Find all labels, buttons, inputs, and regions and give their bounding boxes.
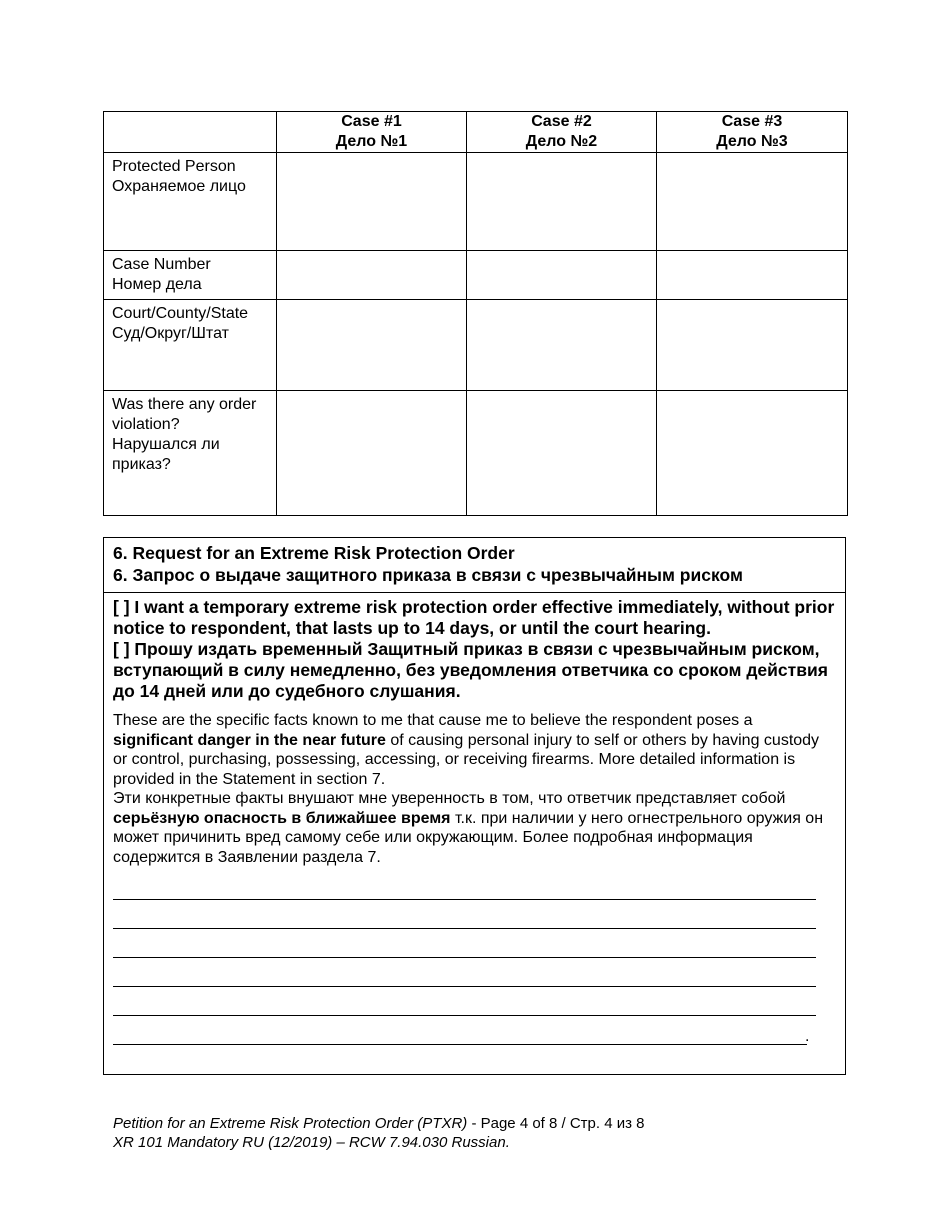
violation-case-2-input[interactable] [467,391,656,410]
row-label-ru: Охраняемое лицо [112,178,246,195]
row-label-ru: Номер дела [112,276,202,293]
row-label-protected-person [104,153,277,251]
page-footer [113,1114,645,1152]
protected-person-case-2-input[interactable] [467,153,656,172]
header-case-3-en: Case #3 [721,113,783,130]
header-case-1-en: Case #1 [341,113,402,130]
final-period: . [805,1028,810,1045]
footer-form-code: XR 101 Mandatory RU (12/2019) – RCW 7.94.030 Russian. [113,1134,510,1151]
row-label-ru: Нарушался ли приказ? [112,436,220,473]
header-case-2-en: Case #2 [531,113,592,130]
cell-protected-person-case-2[interactable] [467,153,657,251]
court-case-2-input[interactable] [467,300,656,319]
row-label-en: Protected Person [112,158,236,175]
cell-violation-case-1[interactable] [277,391,467,516]
row-label-en: Was there any order violation? [112,396,257,433]
header-case-1 [277,112,467,153]
header-case-1-ru: Дело №1 [335,133,408,150]
footer-line-2 [113,1133,645,1152]
table-row-court [104,300,848,391]
table-row-protected-person [104,153,848,251]
cell-case-number-case-2[interactable] [467,251,657,300]
footer-page-number: - Page 4 of 8 / Стр. 4 из 8 [471,1115,645,1132]
cell-protected-person-case-1[interactable] [277,153,467,251]
header-case-2 [467,112,657,153]
facts-line-6[interactable] [113,1018,810,1045]
cell-court-case-3[interactable] [657,300,848,391]
facts-en-2: of causing personal injury to self or others by having custody or control, purchasing, possessing, accessing, or receiving firearms. More detailed information is provided in the Statement in section 7. [113,731,820,788]
facts-ru-1: Эти конкретные факты внушают мне уверенность в том, что ответчик представляет собой [113,790,786,807]
row-label-en: Case Number [112,256,211,273]
prior-cases-table [103,111,848,516]
facts-paragraph [113,711,836,867]
violation-case-3-input[interactable] [657,391,847,410]
row-label-en: Court/County/State [112,305,249,322]
facts-en-bold: significant danger in the near future [113,731,386,749]
cell-protected-person-case-3[interactable] [657,153,848,251]
section-6-box [103,537,846,1075]
request-checkbox-ru[interactable]: [ ] [113,639,130,659]
facts-line-4[interactable] [113,960,816,987]
table-header-row [104,112,848,153]
violation-case-1-input[interactable] [277,391,466,410]
table-row-violation [104,391,848,516]
section-6-title-ru: 6. Запрос о выдаче защитного приказа в связи с чрезвычайным риском [113,565,743,585]
row-label-ru: Суд/Округ/Штат [112,325,229,342]
facts-ru-2: т.к. при наличии у него огнестрельного оружия он может причинить вред самому себе или окружающим. Более подробная информация содержится в Заявлении раздела 7. [113,809,824,866]
footer-line-1 [113,1114,645,1133]
cell-court-case-2[interactable] [467,300,657,391]
case-number-case-1-input[interactable] [277,251,466,270]
case-number-case-3-input[interactable] [657,251,847,270]
facts-line-2[interactable] [113,902,816,929]
request-ru-paragraph [113,639,836,702]
case-number-case-2-input[interactable] [467,251,656,270]
request-ru-text: Прошу издать временный Защитный приказ в связи с чрезвычайным риском, вступающий в силу немедленно, без уведомления ответчика со сроком действия до 14 дней или до судебного слушания. [113,639,828,701]
table-row-case-number [104,251,848,300]
header-case-3 [657,112,848,153]
facts-writing-lines [113,873,836,1047]
row-label-court [104,300,277,391]
footer-form-title: Petition for an Extreme Risk Protection Order (PTXR) [113,1115,468,1132]
cell-violation-case-2[interactable] [467,391,657,516]
header-empty-cell [104,112,277,153]
cell-court-case-1[interactable] [277,300,467,391]
cell-case-number-case-3[interactable] [657,251,848,300]
facts-en-1: These are the specific facts known to me that cause me to believe the respondent poses a [113,712,753,729]
court-case-3-input[interactable] [657,300,847,319]
request-en-paragraph [113,597,836,639]
section-6-heading [104,538,845,593]
facts-line-1[interactable] [113,873,816,900]
court-case-1-input[interactable] [277,300,466,319]
facts-line-5[interactable] [113,989,816,1016]
row-label-violation [104,391,277,516]
request-checkbox[interactable]: [ ] [113,597,130,617]
cell-case-number-case-1[interactable] [277,251,467,300]
header-case-3-ru: Дело №3 [716,133,788,150]
facts-ru-bold: серьёзную опасность в ближайшее время [113,809,451,827]
protected-person-case-1-input[interactable] [277,153,466,172]
row-label-case-number [104,251,277,300]
section-6-body [104,593,845,1047]
request-en-text: I want a temporary extreme risk protection order effective immediately, without prior notice to respondent, that lasts up to 14 days, or until the court hearing. [113,597,835,638]
header-case-2-ru: Дело №2 [525,133,598,150]
cell-violation-case-3[interactable] [657,391,848,516]
facts-line-3[interactable] [113,931,816,958]
protected-person-case-3-input[interactable] [657,153,847,172]
section-6-title-en: 6. Request for an Extreme Risk Protection Order [113,543,515,563]
